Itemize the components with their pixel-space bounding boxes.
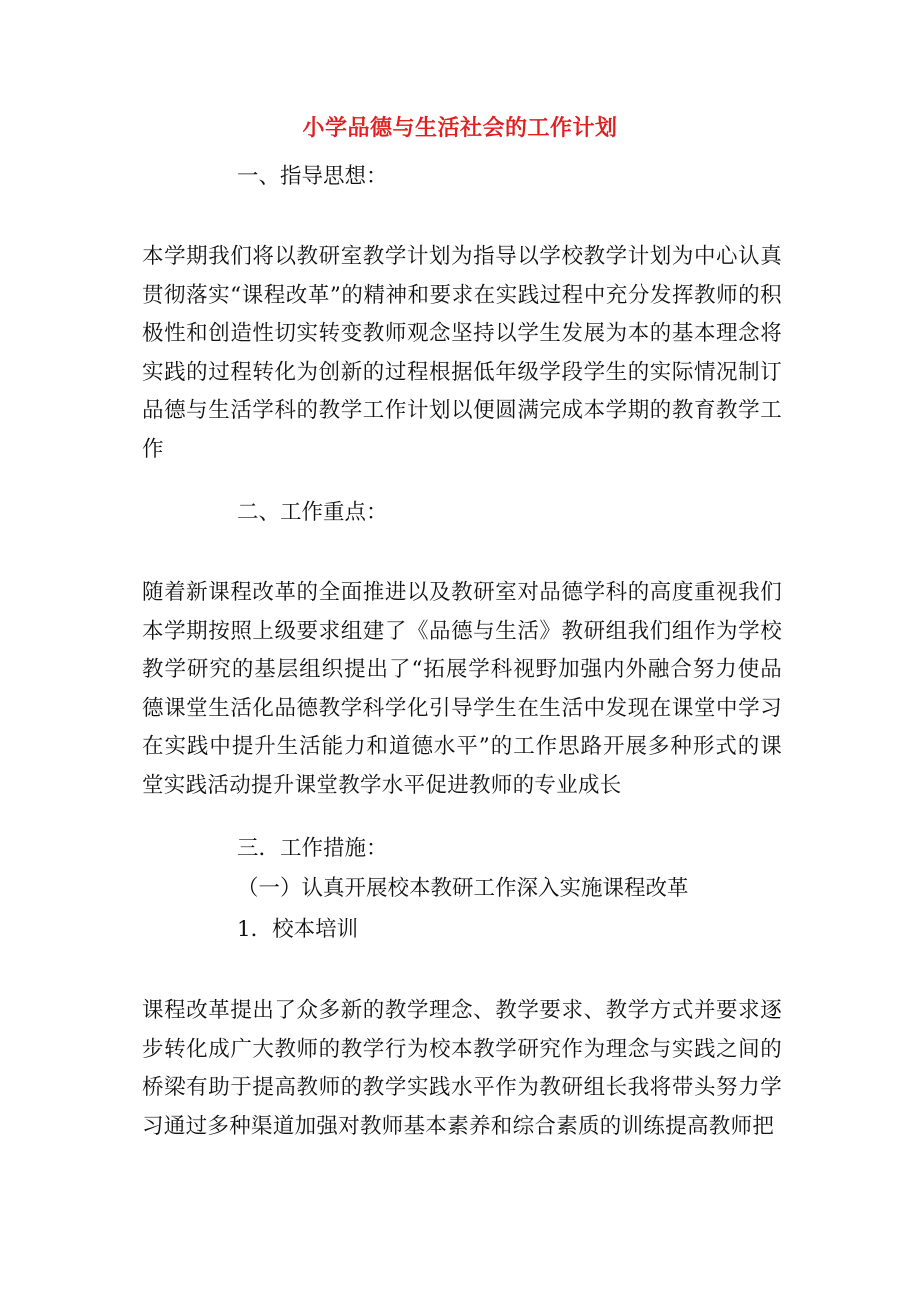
section-heading-work-focus: 二、工作重点： <box>237 500 388 525</box>
paragraph-work-focus: 随着新课程改革的全面推进以及教研室对品德学科的高度重视我们本学期按照上级要求组建了《品德与生活》教研组我们组作为学校教学研究的基层组织提出了“拓展学科视野加强内外融合努力使品德课堂生活化品德教学科学化引导学生在生活中发现在课堂中学习在实践中提升生活能力和道德水平”的工作思路开展多种形式的课堂实践活动提升课堂教学水平促进教师的专业成长 <box>142 580 782 798</box>
subsection-heading-school-research: （一）认真开展校本教研工作深入实施课程改革 <box>237 876 689 901</box>
paragraph-school-training: 课程改革提出了众多新的教学理念、教学要求、教学方式并要求逐步转化成广大教师的教学行为校本教学研究作为理念与实践之间的桥梁有助于提高教师的教学实践水平作为教研组长我将带头努力学习通过多种渠道加强对教师基本素养和综合素质的训练提高教师把 <box>142 998 782 1139</box>
section-heading-guiding-thought: 一、指导思想： <box>237 164 388 189</box>
section-heading-work-measures: 三．工作措施： <box>237 836 388 861</box>
document-title: 小学品德与生活社会的工作计划 <box>302 115 618 141</box>
paragraph-guiding-thought: 本学期我们将以教研室教学计划为指导以学校教学计划为中心认真贯彻落实“课程改革”的精神和要求在实践过程中充分发挥教师的积极性和创造性切实转变教师观念坚持以学生发展为本的基本理念将实践的过程转化为创新的过程根据低年级学段学生的实际情况制订品德与生活学科的教学工作计划以便圆满完成本学期的教育教学工作 <box>142 244 782 462</box>
item-heading-school-training: 1．校本培训 <box>237 917 359 942</box>
